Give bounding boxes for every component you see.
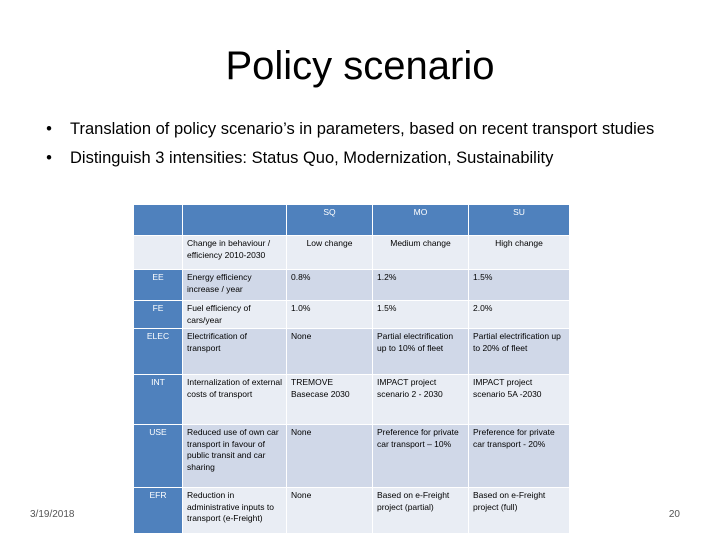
subheader-cell: Medium change xyxy=(373,236,469,270)
bullet-list xyxy=(40,118,680,176)
row-label: FE xyxy=(134,301,183,329)
su-cell: Preference for private car transport - 20% xyxy=(469,425,570,488)
table-row xyxy=(134,425,570,488)
bullet-dot-icon: • xyxy=(46,120,52,138)
row-label: EFR xyxy=(134,488,183,534)
mo-cell: Based on e-Freight project (partial) xyxy=(373,488,469,534)
row-label: INT xyxy=(134,375,183,425)
sq-cell: TREMOVE Basecase 2030 xyxy=(287,375,373,425)
mo-cell: 1.5% xyxy=(373,301,469,329)
param-cell: Electrification of transport xyxy=(183,329,287,375)
header-cell: SU xyxy=(469,205,570,236)
su-cell: Partial electrification up to 20% of fleet xyxy=(469,329,570,375)
policy-table xyxy=(133,204,570,534)
mo-cell: IMPACT project scenario 2 - 2030 xyxy=(373,375,469,425)
mo-cell: Preference for private car transport – 10% xyxy=(373,425,469,488)
header-cell: SQ xyxy=(287,205,373,236)
sq-cell: 1.0% xyxy=(287,301,373,329)
table-row xyxy=(134,329,570,375)
slide-date: 3/19/2018 xyxy=(30,509,75,520)
bullet-text: Translation of policy scenario’s in parameters, based on recent transport studies xyxy=(70,120,655,138)
row-label: USE xyxy=(134,425,183,488)
su-cell: Based on e-Freight project (full) xyxy=(469,488,570,534)
table-row xyxy=(134,375,570,425)
param-cell: Energy efficiency increase / year xyxy=(183,270,287,301)
mo-cell: Partial electrification up to 10% of fleet xyxy=(373,329,469,375)
table-subheader-row xyxy=(134,236,570,270)
param-cell: Internalization of external costs of transport xyxy=(183,375,287,425)
header-cell xyxy=(183,205,287,236)
slide-title: Policy scenario xyxy=(225,44,495,88)
header-cell xyxy=(134,205,183,236)
su-cell: 2.0% xyxy=(469,301,570,329)
subheader-cell: Change in behaviour / efficiency 2010-2030 xyxy=(183,236,287,270)
row-label: EE xyxy=(134,270,183,301)
table-row xyxy=(134,301,570,329)
subheader-cell: High change xyxy=(469,236,570,270)
bullet-dot-icon: • xyxy=(46,149,52,167)
param-cell: Fuel efficiency of cars/year xyxy=(183,301,287,329)
bullet-item xyxy=(40,147,680,169)
su-cell: IMPACT project scenario 5A -2030 xyxy=(469,375,570,425)
subheader-cell: Low change xyxy=(287,236,373,270)
row-label: ELEC xyxy=(134,329,183,375)
bullet-item xyxy=(40,118,680,140)
header-cell: MO xyxy=(373,205,469,236)
subheader-cell xyxy=(134,236,183,270)
param-cell: Reduced use of own car transport in favour of public transit and car sharing xyxy=(183,425,287,488)
table-row xyxy=(134,488,570,534)
bullet-text: Distinguish 3 intensities: Status Quo, Modernization, Sustainability xyxy=(70,149,554,167)
page-number: 20 xyxy=(668,509,680,520)
table-row xyxy=(134,270,570,301)
sq-cell: None xyxy=(287,488,373,534)
sq-cell: None xyxy=(287,425,373,488)
su-cell: 1.5% xyxy=(469,270,570,301)
sq-cell: 0.8% xyxy=(287,270,373,301)
table-header-row xyxy=(134,205,570,236)
mo-cell: 1.2% xyxy=(373,270,469,301)
sq-cell: None xyxy=(287,329,373,375)
param-cell: Reduction in administrative inputs to transport (e-Freight) xyxy=(183,488,287,534)
